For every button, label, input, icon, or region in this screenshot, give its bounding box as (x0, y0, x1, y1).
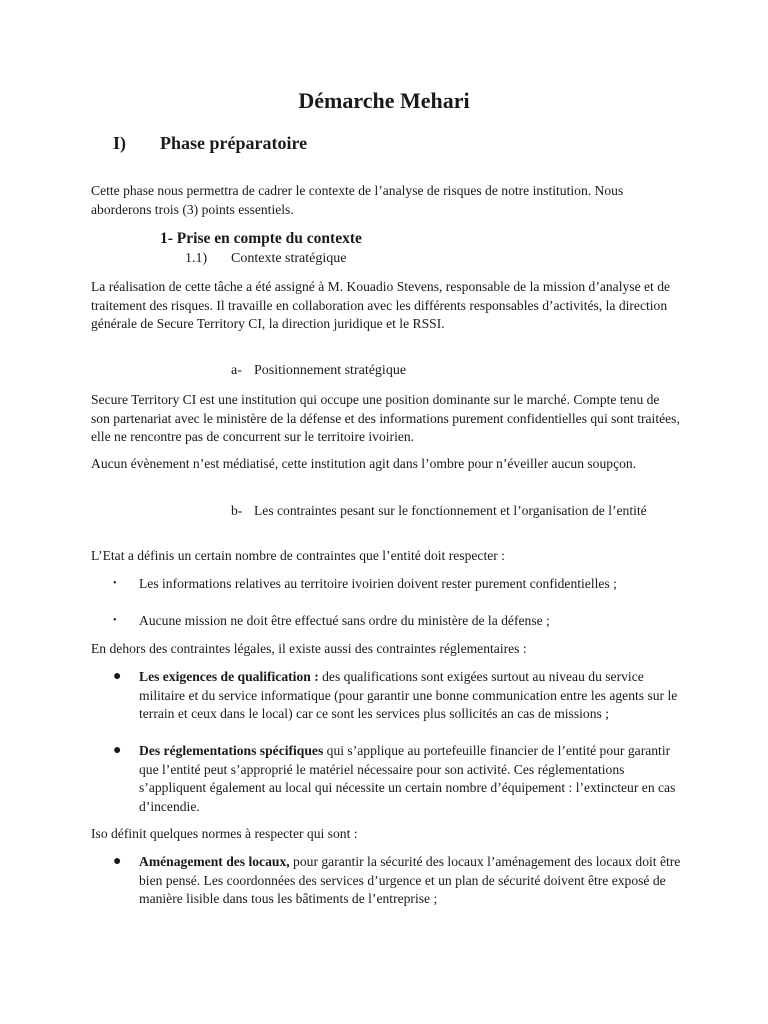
bullet-icon: ● (113, 743, 122, 758)
subsection-heading: 1- Prise en compte du contexte (160, 230, 362, 247)
list-item-bold-lead: Aménagement des locaux, (139, 854, 290, 869)
list-item (113, 575, 683, 594)
point-b-letter: b- (231, 503, 243, 518)
list-item (113, 668, 683, 724)
list-item (113, 742, 683, 816)
iso-paragraph: Iso définit quelques normes à respecter qui sont : (91, 826, 358, 841)
list-item-bold-lead: Des réglementations spécifiques (139, 743, 324, 758)
list-item-body: des qualifications sont exigées surtout au niveau du service militaire et du service informatique (pour garantir une bonne communication entre les agents sur le terrain et ceux dans le local) car ce sont les services plus sollicités an cas de missions ; (139, 669, 678, 721)
list-item-body: pour garantir la sécurité des locaux l’aménagement des locaux doit être bien pensé. Les coordonnées des services d’urgence et un plan de sécurité doivent être exposé de manière lisible dans tous les bâtiments de l’entreprise ; (139, 854, 681, 906)
list-item (113, 853, 683, 909)
list-item-body: qui s’applique au portefeuille financier de l’entité pour garantir que l’entité peut s’approprié le matériel nécessaire pour son activité. Ces réglementations s’appliquent également au local qui nécessite un certain nombre d’équipement : l’extincteur en cas d’incendie. (139, 743, 676, 814)
realisation-paragraph: La réalisation de cette tâche a été assigné à M. Kouadio Stevens, responsable de la mission d’analyse et de traitement des risques. Il travaille en collaboration avec les différents responsables d’activités, la direction générale de Secure Territory CI, la direction juridique et le RSSI. (91, 279, 671, 331)
point-b (231, 502, 694, 521)
sub-subsection-number: 1.1) (185, 251, 208, 266)
list-item-text (139, 853, 683, 909)
list-item-text: Aucune mission ne doit être effectué sans ordre du ministère de la défense ; (139, 613, 550, 628)
section-heading: Phase préparatoire (160, 133, 308, 153)
bullet-icon: • (113, 578, 117, 589)
bullet-icon: ● (113, 669, 122, 684)
bullet-icon: • (113, 615, 117, 626)
aucun-evenement-paragraph: Aucun évènement n’est médiatisé, cette institution agit dans l’ombre pour n’éveiller aucun soupçon. (91, 456, 637, 471)
bullet-icon: ● (113, 854, 122, 869)
intro-paragraph: Cette phase nous permettra de cadrer le contexte de l’analyse de risques de notre institution. Nous aborderons trois (3) points essentiels. (91, 183, 624, 217)
document-title: Démarche Mehari (298, 88, 470, 113)
point-b-heading: Les contraintes pesant sur le fonctionnement et l’organisation de l’entité (254, 503, 647, 518)
secure-territory-paragraph: Secure Territory CI est une institution qui occupe une position dominante sur le marché. Compte tenu de son partenariat avec le ministère de la défense et des informations purement confidentielles qui sont traitées, elle ne rencontre pas de concurrent sur le territoire ivoirien. (91, 392, 680, 444)
point-a-letter: a- (231, 363, 242, 378)
dehors-paragraph: En dehors des contraintes légales, il existe aussi des contraintes réglementaires : (91, 641, 527, 656)
list-item-bold-lead: Les exigences de qualification : (139, 669, 319, 684)
list-item-text: Les informations relatives au territoire ivoirien doivent rester purement confidentielles ; (139, 576, 617, 591)
list-item-text (139, 742, 683, 816)
point-a-heading: Positionnement stratégique (254, 363, 407, 378)
list-item (113, 612, 683, 631)
list-item-text (139, 668, 683, 724)
section-number: I) (113, 133, 126, 153)
sub-subsection-heading: Contexte stratégique (231, 251, 347, 266)
etat-paragraph: L’Etat a définis un certain nombre de contraintes que l’entité doit respecter : (91, 548, 505, 563)
